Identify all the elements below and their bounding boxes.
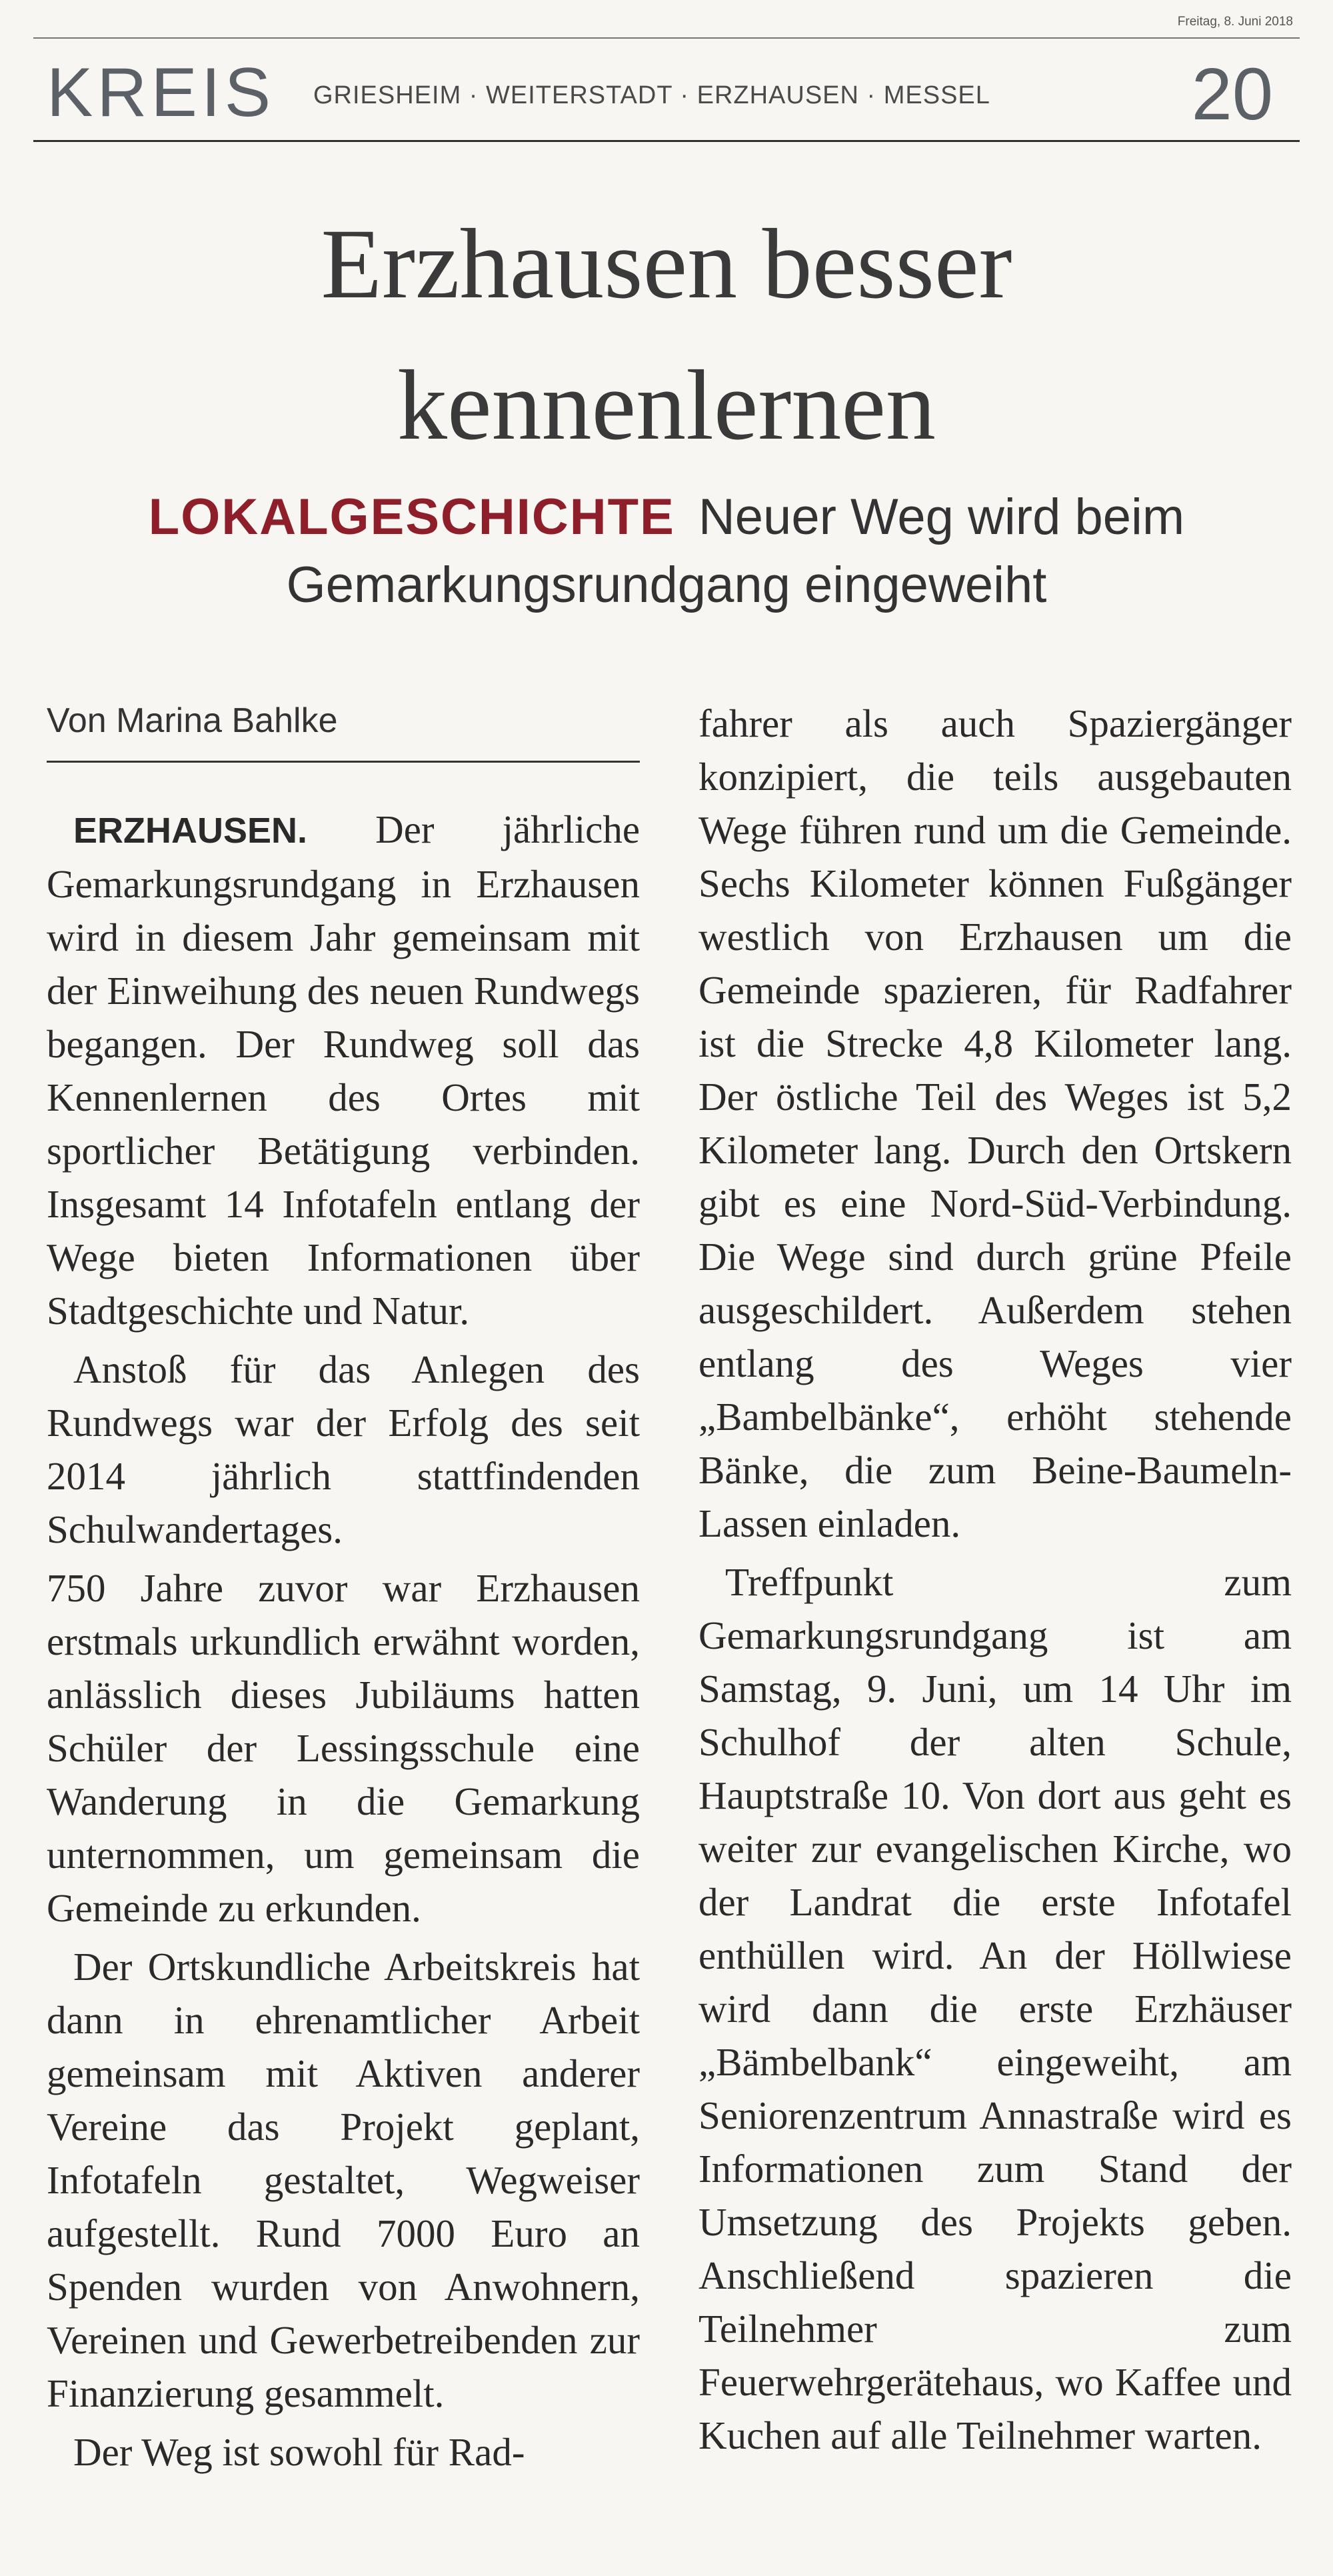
header-rule	[33, 140, 1300, 142]
page-number: 20	[1191, 53, 1273, 135]
article-paragraph: Der Ortskundliche Arbeitskreis hat dann in ehrenamtlicher Arbeit gemeinsam mit Aktiven anderer Vereine das Projekt geplant, Infotafeln gestaltet, Wegweiser aufgestellt. Rund 7000 Euro an Spenden wurden von Anwohnern, Vereinen und Gewerbetreibenden zur Finanzierung gesammelt.	[47, 1945, 640, 2415]
subheadline	[0, 483, 1333, 619]
paragraph-text: Der jährliche Gemarkungsrundgang in Erzhausen wird in diesem Jahr gemeinsam mit der Einweihung des neuen Rundwegs begangen. Der Rundweg soll das Kennenlernen des Ortes mit sportlicher Betätigung verbinden. Insgesamt 14 Infotafeln entlang der Wege bieten Informationen über Stadtgeschichte und Natur.	[47, 807, 641, 1333]
section-towns: GRIESHEIM · WEITERSTADT · ERZHAUSEN · MESSEL	[313, 81, 990, 109]
kicker: LOKALGESCHICHTE	[148, 489, 675, 545]
article-paragraph: 750 Jahre zuvor war Erzhausen erstmals urkundlich erwähnt worden, anlässlich dieses Jubiläums hatten Schüler der Lessingsschule eine Wanderung in die Gemarkung unternommen, um gemeinsam die Gemeinde zu erkunden.	[47, 1566, 640, 1930]
article-paragraph	[47, 803, 640, 1337]
article-paragraph: Anstoß für das Anlegen des Rundwegs war der Erfolg des seit 2014 jährlich stattfindenden Schulwandertages.	[47, 1347, 640, 1551]
section-title: KREIS	[47, 54, 275, 131]
article-paragraph: Treffpunkt zum Gemarkungsrundgang ist am Samstag, 9. Juni, um 14 Uhr im Schulhof der alten Schule, Hauptstraße 10. Von dort aus geht es weiter zur evangelischen Kirche, wo der Landrat die erste Infotafel enthüllen wird. An der Höllwiese wird dann die erste Erzhäuser „Bämbelbank“ eingeweiht, am Seniorenzentrum Annastraße wird es Informationen zum Stand der Umsetzung des Projekts geben. Anschließend spazieren die Teilnehmer zum Feuerwehrgerätehaus, wo Kaffee und Kuchen auf alle Teilnehmer warten.	[698, 1560, 1292, 2457]
masthead	[47, 47, 1293, 140]
headline-line-1: Erzhausen besser	[321, 209, 1012, 319]
article-paragraph: Der Weg ist sowohl für Rad-	[73, 2430, 525, 2474]
article-column-right	[698, 697, 1292, 2467]
article-column-left	[47, 697, 640, 2484]
issue-date: Freitag, 8. Juni 2018	[1177, 15, 1293, 29]
subheadline-text: Neuer Weg wird beim Gemarkungsrundgang eingeweiht	[286, 489, 1185, 613]
headline	[0, 193, 1333, 476]
byline: Von Marina Bahlke	[47, 697, 640, 763]
headline-line-2: kennenlernen	[397, 350, 936, 461]
dateline: ERZHAUSEN.	[73, 811, 308, 851]
top-rule	[33, 37, 1300, 39]
article-paragraph: fahrer als auch Spaziergänger konzipiert, die teils ausgebauten Wege führen rund um die Gemeinde. Sechs Kilometer können Fußgänger westlich von Erzhausen um die Gemeinde spazieren, für Radfahrer ist die Strecke 4,8 Kilometer lang. Der östliche Teil des Weges ist 5,2 Kilometer lang. Durch den Ortskern gibt es eine Nord-Süd-Verbindung. Die Wege sind durch grüne Pfeile ausgeschildert. Außerdem stehen entlang des Weges vier „Bambelbänke“, erhöht stehende Bänke, die zum Beine-Baumeln-Lassen einladen.	[698, 701, 1292, 1545]
